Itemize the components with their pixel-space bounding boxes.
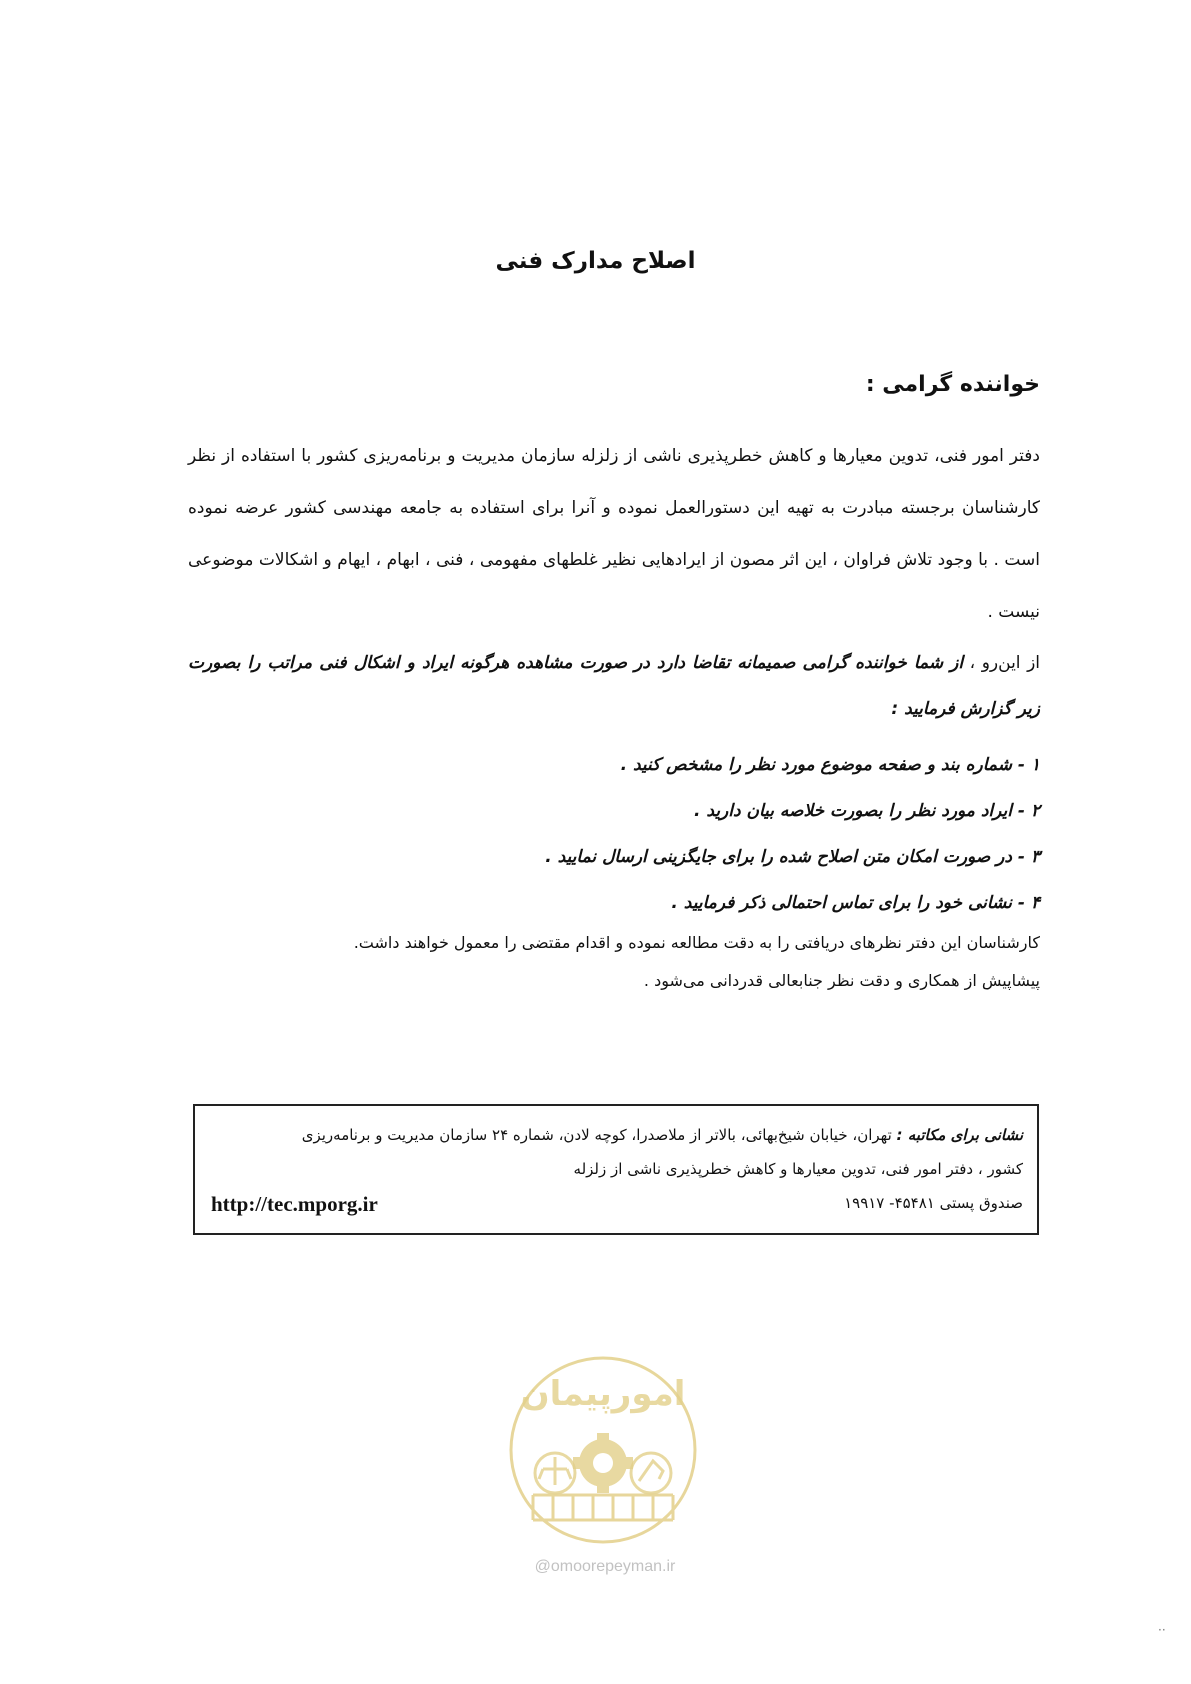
watermark-logo-text: امورپیمان (520, 1374, 686, 1414)
request-emphasis: از شما خواننده گرامی صمیمانه تقاضا دارد در صورت مشاهده هرگونه ایراد و اشکال فنی مراتب را بصورت زیر گزارش فرمایید : (188, 653, 1040, 719)
list-item: ۴ - نشانی خود را برای تماس احتمالی ذکر فرمایید . (671, 893, 1040, 913)
list-item: ۲ - ایراد مورد نظر را بصورت خلاصه بیان دارید . (694, 801, 1040, 821)
request-paragraph (188, 640, 1040, 732)
address-label: نشانی برای مکاتبه : (896, 1126, 1023, 1144)
website-link[interactable]: http://tec.mporg.ir (211, 1192, 378, 1216)
list-item: ۳ - در صورت امکان متن اصلاح شده را برای جایگزینی ارسال نمایید . (545, 847, 1040, 867)
watermark-logo (493, 1345, 713, 1585)
scales-of-justice-icon (535, 1453, 575, 1493)
address-line-1 (223, 1118, 1023, 1152)
grid-base (533, 1495, 673, 1520)
gear-icon (573, 1433, 633, 1493)
watermark-caption: @omoorepeyman.ir (534, 1558, 676, 1575)
address-line-2: کشور ، دفتر امور فنی، تدوین معیارها و کاهش خطرپذیری ناشی از زلزله (573, 1160, 1023, 1178)
greeting-heading: خواننده گرامی : (865, 372, 1040, 397)
page-title: اصلاح مدارک فنی (495, 248, 696, 274)
instruction-list (188, 742, 1040, 926)
closing-paragraphs (188, 924, 1040, 1000)
excavator-icon (631, 1453, 671, 1493)
scan-mark: ·· (1158, 1623, 1166, 1637)
po-box: صندوق پستی ۴۵۴۸۱- ۱۹۹۱۷ (844, 1194, 1023, 1212)
address-box (193, 1104, 1039, 1235)
closing-line: پیشاپیش از همکاری و دقت نظر جنابعالی قدردانی می‌شود . (643, 971, 1040, 990)
closing-line: کارشناسان این دفتر نظرهای دریافتی را به دقت مطالعه نموده و اقدام مقتضی را معمول خواهند داشت. (353, 933, 1040, 952)
address-street: تهران، خیابان شیخ‌بهائی، بالاتر از ملاصدرا، کوچه لادن، شماره ۲۴ سازمان مدیریت و برنامه‌ریزی (301, 1126, 892, 1144)
intro-paragraph: دفتر امور فنی، تدوین معیارها و کاهش خطرپذیری ناشی از زلزله سازمان مدیریت و برنامه‌ریزی کشور با استفاده از نظر کارشناسان برجسته مبادرت به تهیه این دستورالعمل نموده و آنرا برای استفاده به جامعه مهندسی کشور عرضه نموده است . با وجود تلاش فراوان ، این اثر مصون از ایرادهایی نظیر غلطهای مفهومی ، فنی ، ابهام ، ایهام و اشکالات موضوعی نیست . (188, 446, 1040, 622)
request-prefix: از این‌رو ، (969, 653, 1041, 673)
list-item: ۱ - شماره بند و صفحه موضوع مورد نظر را مشخص کنید . (620, 755, 1040, 775)
